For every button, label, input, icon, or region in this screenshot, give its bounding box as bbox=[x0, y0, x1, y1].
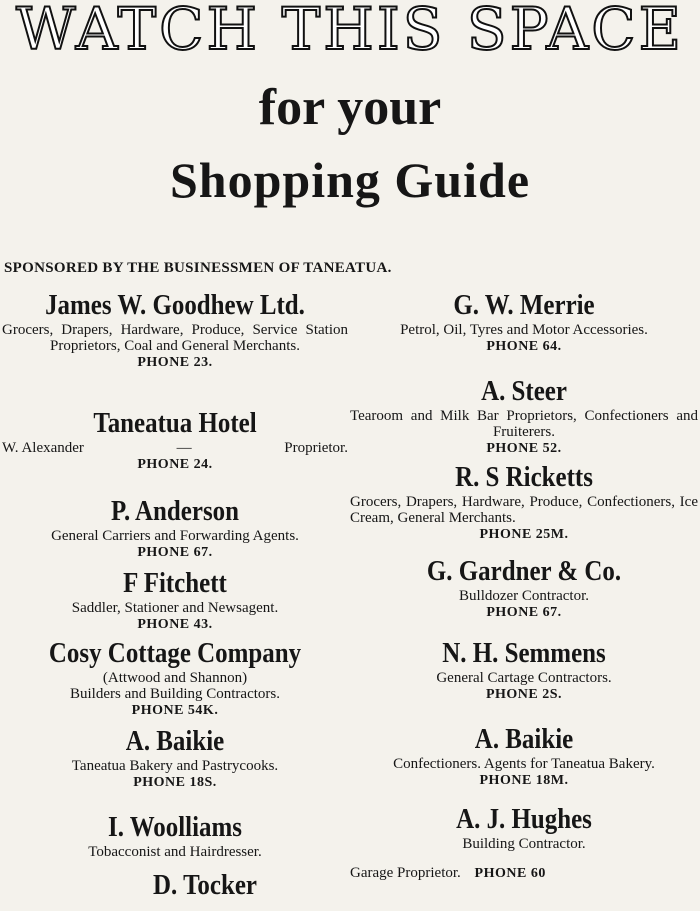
business-garage-line bbox=[348, 864, 700, 882]
business-tocker bbox=[0, 868, 350, 902]
business-name: Taneatua Hotel bbox=[93, 407, 257, 439]
business-phone: PHONE 18M. bbox=[479, 773, 569, 788]
business-name: A. Baikie bbox=[474, 723, 574, 755]
business-phone: PHONE 67. bbox=[137, 545, 213, 560]
business-phone: PHONE 2S. bbox=[485, 687, 563, 702]
owner-role: Proprietor. bbox=[284, 440, 348, 456]
headline-for-your: for your bbox=[258, 79, 442, 136]
business-taneatua-hotel bbox=[0, 406, 350, 494]
business-phone: PHONE 52. bbox=[486, 441, 562, 456]
business-merrie bbox=[348, 288, 700, 374]
headline-watch-this-space: WATCH THIS SPACE bbox=[16, 0, 684, 63]
garage-description: Garage Proprietor. bbox=[350, 865, 461, 881]
business-description: Building Contractor. bbox=[462, 836, 586, 852]
owner-name: W. Alexander bbox=[2, 440, 84, 456]
business-phone: PHONE 64. bbox=[486, 339, 562, 354]
business-name: P. Anderson bbox=[111, 495, 239, 527]
business-name: Cosy Cottage Company bbox=[48, 637, 302, 669]
business-name: G. Gardner & Co. bbox=[426, 555, 622, 587]
business-description: Grocers, Drapers, Hardware, Produce, Service Station Proprietors, Coal and General Merchants. bbox=[2, 322, 348, 354]
business-description: Confectioners. Agents for Taneatua Bakery. bbox=[393, 756, 655, 772]
business-name: R. S Ricketts bbox=[455, 461, 593, 493]
business-description: Grocers, Drapers, Hardware, Produce, Confectioners, Ice Cream, General Merchants. bbox=[350, 494, 698, 526]
business-description: General Carriers and Forwarding Agents. bbox=[51, 528, 299, 544]
business-description: Bulldozer Contractor. bbox=[459, 588, 589, 604]
garage-phone: PHONE 60 bbox=[474, 866, 546, 881]
business-hughes bbox=[348, 802, 700, 864]
business-phone: PHONE 18S. bbox=[133, 775, 217, 790]
left-column bbox=[0, 288, 350, 902]
business-phone: PHONE 43. bbox=[137, 617, 213, 632]
business-semmens bbox=[348, 636, 700, 722]
business-name: D. Tocker bbox=[153, 869, 257, 901]
business-name: James W. Goodhew Ltd. bbox=[45, 289, 305, 321]
business-name: A. J. Hughes bbox=[456, 803, 592, 835]
business-name: N. H. Semmens bbox=[442, 637, 606, 669]
business-name: G. W. Merrie bbox=[453, 289, 595, 321]
business-owner-row bbox=[0, 440, 350, 456]
business-gardner bbox=[348, 554, 700, 636]
sponsor-line: SPONSORED BY THE BUSINESSMEN OF TANEATUA. bbox=[4, 260, 392, 276]
business-description: Taneatua Bakery and Pastrycooks. bbox=[71, 758, 279, 774]
business-phone: PHONE 25M. bbox=[479, 527, 569, 542]
headline-shopping-guide: Shopping Guide bbox=[169, 152, 531, 208]
business-description: General Cartage Contractors. bbox=[436, 670, 612, 686]
business-ricketts bbox=[348, 460, 700, 554]
business-name: F Fitchett bbox=[123, 567, 227, 599]
business-fitchett bbox=[0, 566, 350, 636]
business-name: A. Baikie bbox=[125, 725, 225, 757]
owner-dash: — bbox=[176, 440, 192, 456]
business-name: I. Woolliams bbox=[108, 811, 242, 843]
business-description: Tobacconist and Hairdresser. bbox=[88, 844, 262, 860]
business-description: Saddler, Stationer and Newsagent. bbox=[71, 600, 279, 616]
business-baikie-right bbox=[348, 722, 700, 802]
right-column bbox=[348, 288, 700, 882]
business-description: Petrol, Oil, Tyres and Motor Accessories. bbox=[400, 322, 648, 338]
business-steer bbox=[348, 374, 700, 460]
business-phone: PHONE 54K. bbox=[131, 703, 219, 718]
business-anderson bbox=[0, 494, 350, 566]
business-name: A. Steer bbox=[481, 375, 567, 407]
business-description-2: Builders and Building Contractors. bbox=[70, 686, 280, 702]
business-phone: PHONE 24. bbox=[137, 457, 213, 472]
business-cosy-cottage bbox=[0, 636, 350, 724]
business-description: Tearoom and Milk Bar Proprietors, Confectioners and Fruiterers. bbox=[350, 408, 698, 440]
business-goodhew bbox=[0, 288, 350, 406]
business-woolliams bbox=[0, 810, 350, 868]
business-description: (Attwood and Shannon) bbox=[102, 670, 248, 686]
business-phone: PHONE 67. bbox=[486, 605, 562, 620]
business-baikie-left bbox=[0, 724, 350, 810]
business-phone: PHONE 23. bbox=[137, 355, 213, 370]
